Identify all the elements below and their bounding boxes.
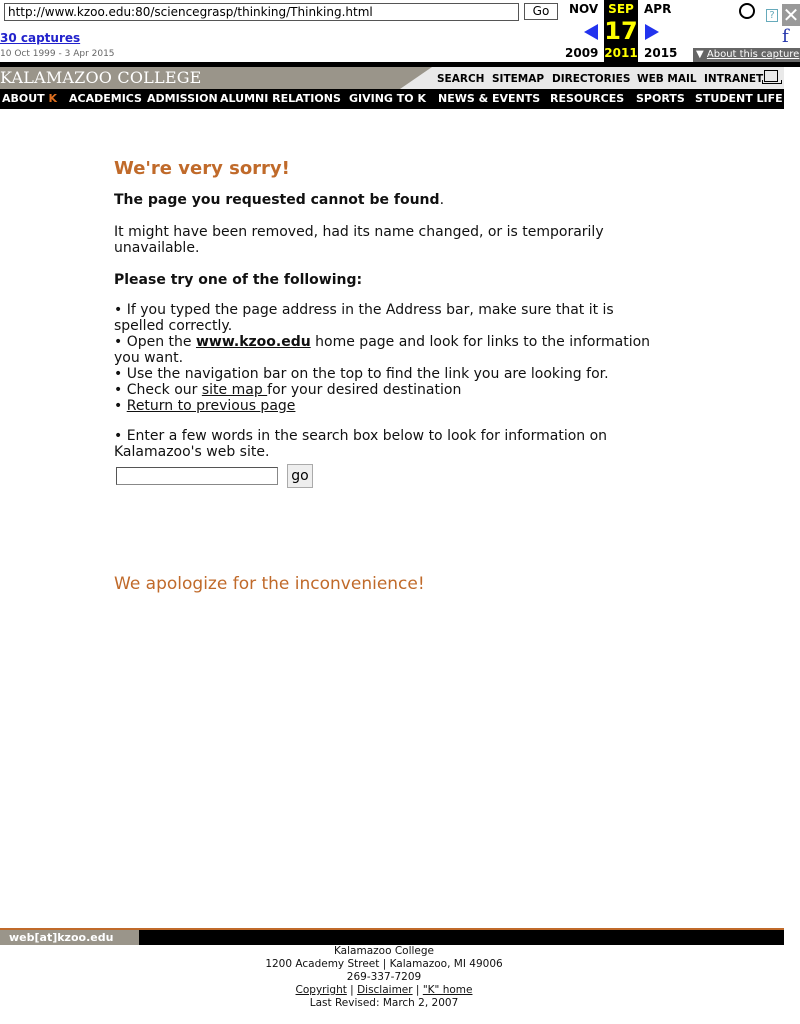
footer-address: 1200 Academy Street | Kalamazoo, MI 49006	[265, 958, 503, 970]
current-day: 17	[604, 17, 638, 45]
loading-circle-icon	[739, 3, 755, 19]
banner-wedge	[400, 67, 432, 89]
nav-item-resources[interactable]: RESOURCES	[550, 92, 625, 105]
next-capture-arrow-icon[interactable]	[645, 24, 659, 40]
util-link-webmail[interactable]: WEB MAIL	[637, 73, 697, 85]
tip-sitemap-post: for your desired destination	[267, 382, 462, 398]
k-home-link[interactable]: "K" home	[422, 984, 473, 996]
previous-page-link[interactable]: Return to previous page	[126, 398, 296, 414]
kzoo-home-link[interactable]: www.kzoo.edu	[195, 334, 311, 350]
about-capture-label: About this capture	[706, 49, 800, 60]
nav-item-news-events[interactable]: NEWS & EVENTS	[438, 92, 541, 105]
nav-item-sports[interactable]: SPORTS	[636, 92, 685, 105]
wayback-toolbar	[0, 0, 800, 62]
not-found-bold: The page you requested cannot be found	[114, 192, 440, 208]
tip-site-map	[114, 382, 659, 398]
wayback-go-button[interactable]: Go	[524, 3, 558, 20]
current-month: SEP	[608, 2, 634, 16]
search-prompt: • Enter a few words in the search box below to look for information on Kalamazoo's web site.	[114, 428, 608, 460]
site-map-link[interactable]: site map	[201, 382, 268, 398]
tip-prev-bullet: •	[114, 398, 127, 414]
capture-date-range: 10 Oct 1999 - 3 Apr 2015	[0, 49, 115, 59]
about-capture-toggle[interactable]	[693, 48, 800, 62]
prev-month-link[interactable]: NOV	[569, 2, 599, 16]
explanation-text: It might have been removed, had its name changed, or is temporarily unavailable.	[114, 224, 604, 256]
not-found-message	[114, 192, 659, 208]
nav-about-label: ABOUT	[2, 92, 49, 105]
computer-icon[interactable]	[764, 70, 778, 82]
util-link-intranet[interactable]: INTRANET	[704, 73, 764, 85]
footer-phone: 269-337-7209	[346, 971, 422, 983]
next-year-link[interactable]: 2015	[644, 46, 678, 60]
util-link-search[interactable]: SEARCH	[437, 73, 485, 85]
nav-item-alumni-relations[interactable]: ALUMNI RELATIONS	[220, 92, 341, 105]
tip-address-bar: • If you typed the page address in the Address bar, make sure that it is spelled correctly.	[114, 302, 614, 334]
college-logo-title[interactable]: KALAMAZOO COLLEGE	[0, 68, 202, 87]
footer-last-revised: Last Revised: March 2, 2007	[309, 997, 459, 1009]
footer-info	[0, 945, 768, 1010]
nav-item-admission[interactable]: ADMISSION	[147, 92, 218, 105]
help-icon[interactable]: ?	[766, 9, 778, 22]
webmaster-email[interactable]: web[at]kzoo.edu	[0, 930, 139, 945]
current-capture-date	[604, 0, 638, 62]
page-title: We're very sorry!	[114, 158, 290, 179]
nav-item-student-life[interactable]: STUDENT LIFE	[695, 92, 783, 105]
prev-capture-arrow-icon[interactable]	[584, 24, 598, 40]
wayback-url-input[interactable]	[4, 3, 519, 21]
footer-separator: |	[346, 984, 358, 996]
nav-item-academics[interactable]: ACADEMICS	[69, 92, 142, 105]
tip-home-pre: • Open the	[114, 334, 196, 350]
tips-list	[114, 302, 659, 414]
apology-message: We apologize for the inconvenience!	[114, 574, 425, 594]
site-search-go-button[interactable]: go	[287, 464, 313, 488]
not-found-period: .	[439, 192, 445, 208]
footer-separator: |	[412, 984, 423, 996]
current-year: 2011	[604, 46, 638, 60]
nav-item-about-k[interactable]	[2, 92, 57, 105]
nav-item-giving-to-k[interactable]: GIVING TO K	[349, 92, 426, 105]
site-search-input[interactable]	[116, 467, 278, 485]
tip-home-page	[114, 334, 659, 366]
error-content	[114, 158, 659, 460]
footer-college-name: Kalamazoo College	[333, 945, 435, 957]
captures-link[interactable]: 30 captures	[0, 31, 81, 45]
nav-about-k: K	[48, 92, 58, 105]
try-heading: Please try one of the following:	[114, 272, 363, 288]
triangle-down-icon: ▼	[696, 49, 704, 60]
close-icon[interactable]: ✕	[782, 3, 800, 27]
facebook-icon[interactable]: f	[782, 26, 789, 47]
tip-home-post: home page and look for links to the information you want.	[114, 334, 651, 366]
copyright-link[interactable]: Copyright	[295, 984, 347, 996]
tip-sitemap-pre: • Check our	[114, 382, 202, 398]
footer-links	[0, 984, 768, 997]
prev-year-link[interactable]: 2009	[565, 46, 599, 60]
next-month-link[interactable]: APR	[644, 2, 672, 16]
tip-nav-bar: • Use the navigation bar on the top to find the link you are looking for.	[114, 366, 609, 382]
util-link-sitemap[interactable]: SITEMAP	[492, 73, 545, 85]
tip-previous-page	[114, 398, 659, 414]
disclaimer-link[interactable]: Disclaimer	[357, 984, 413, 996]
util-link-directories[interactable]: DIRECTORIES	[552, 73, 631, 85]
